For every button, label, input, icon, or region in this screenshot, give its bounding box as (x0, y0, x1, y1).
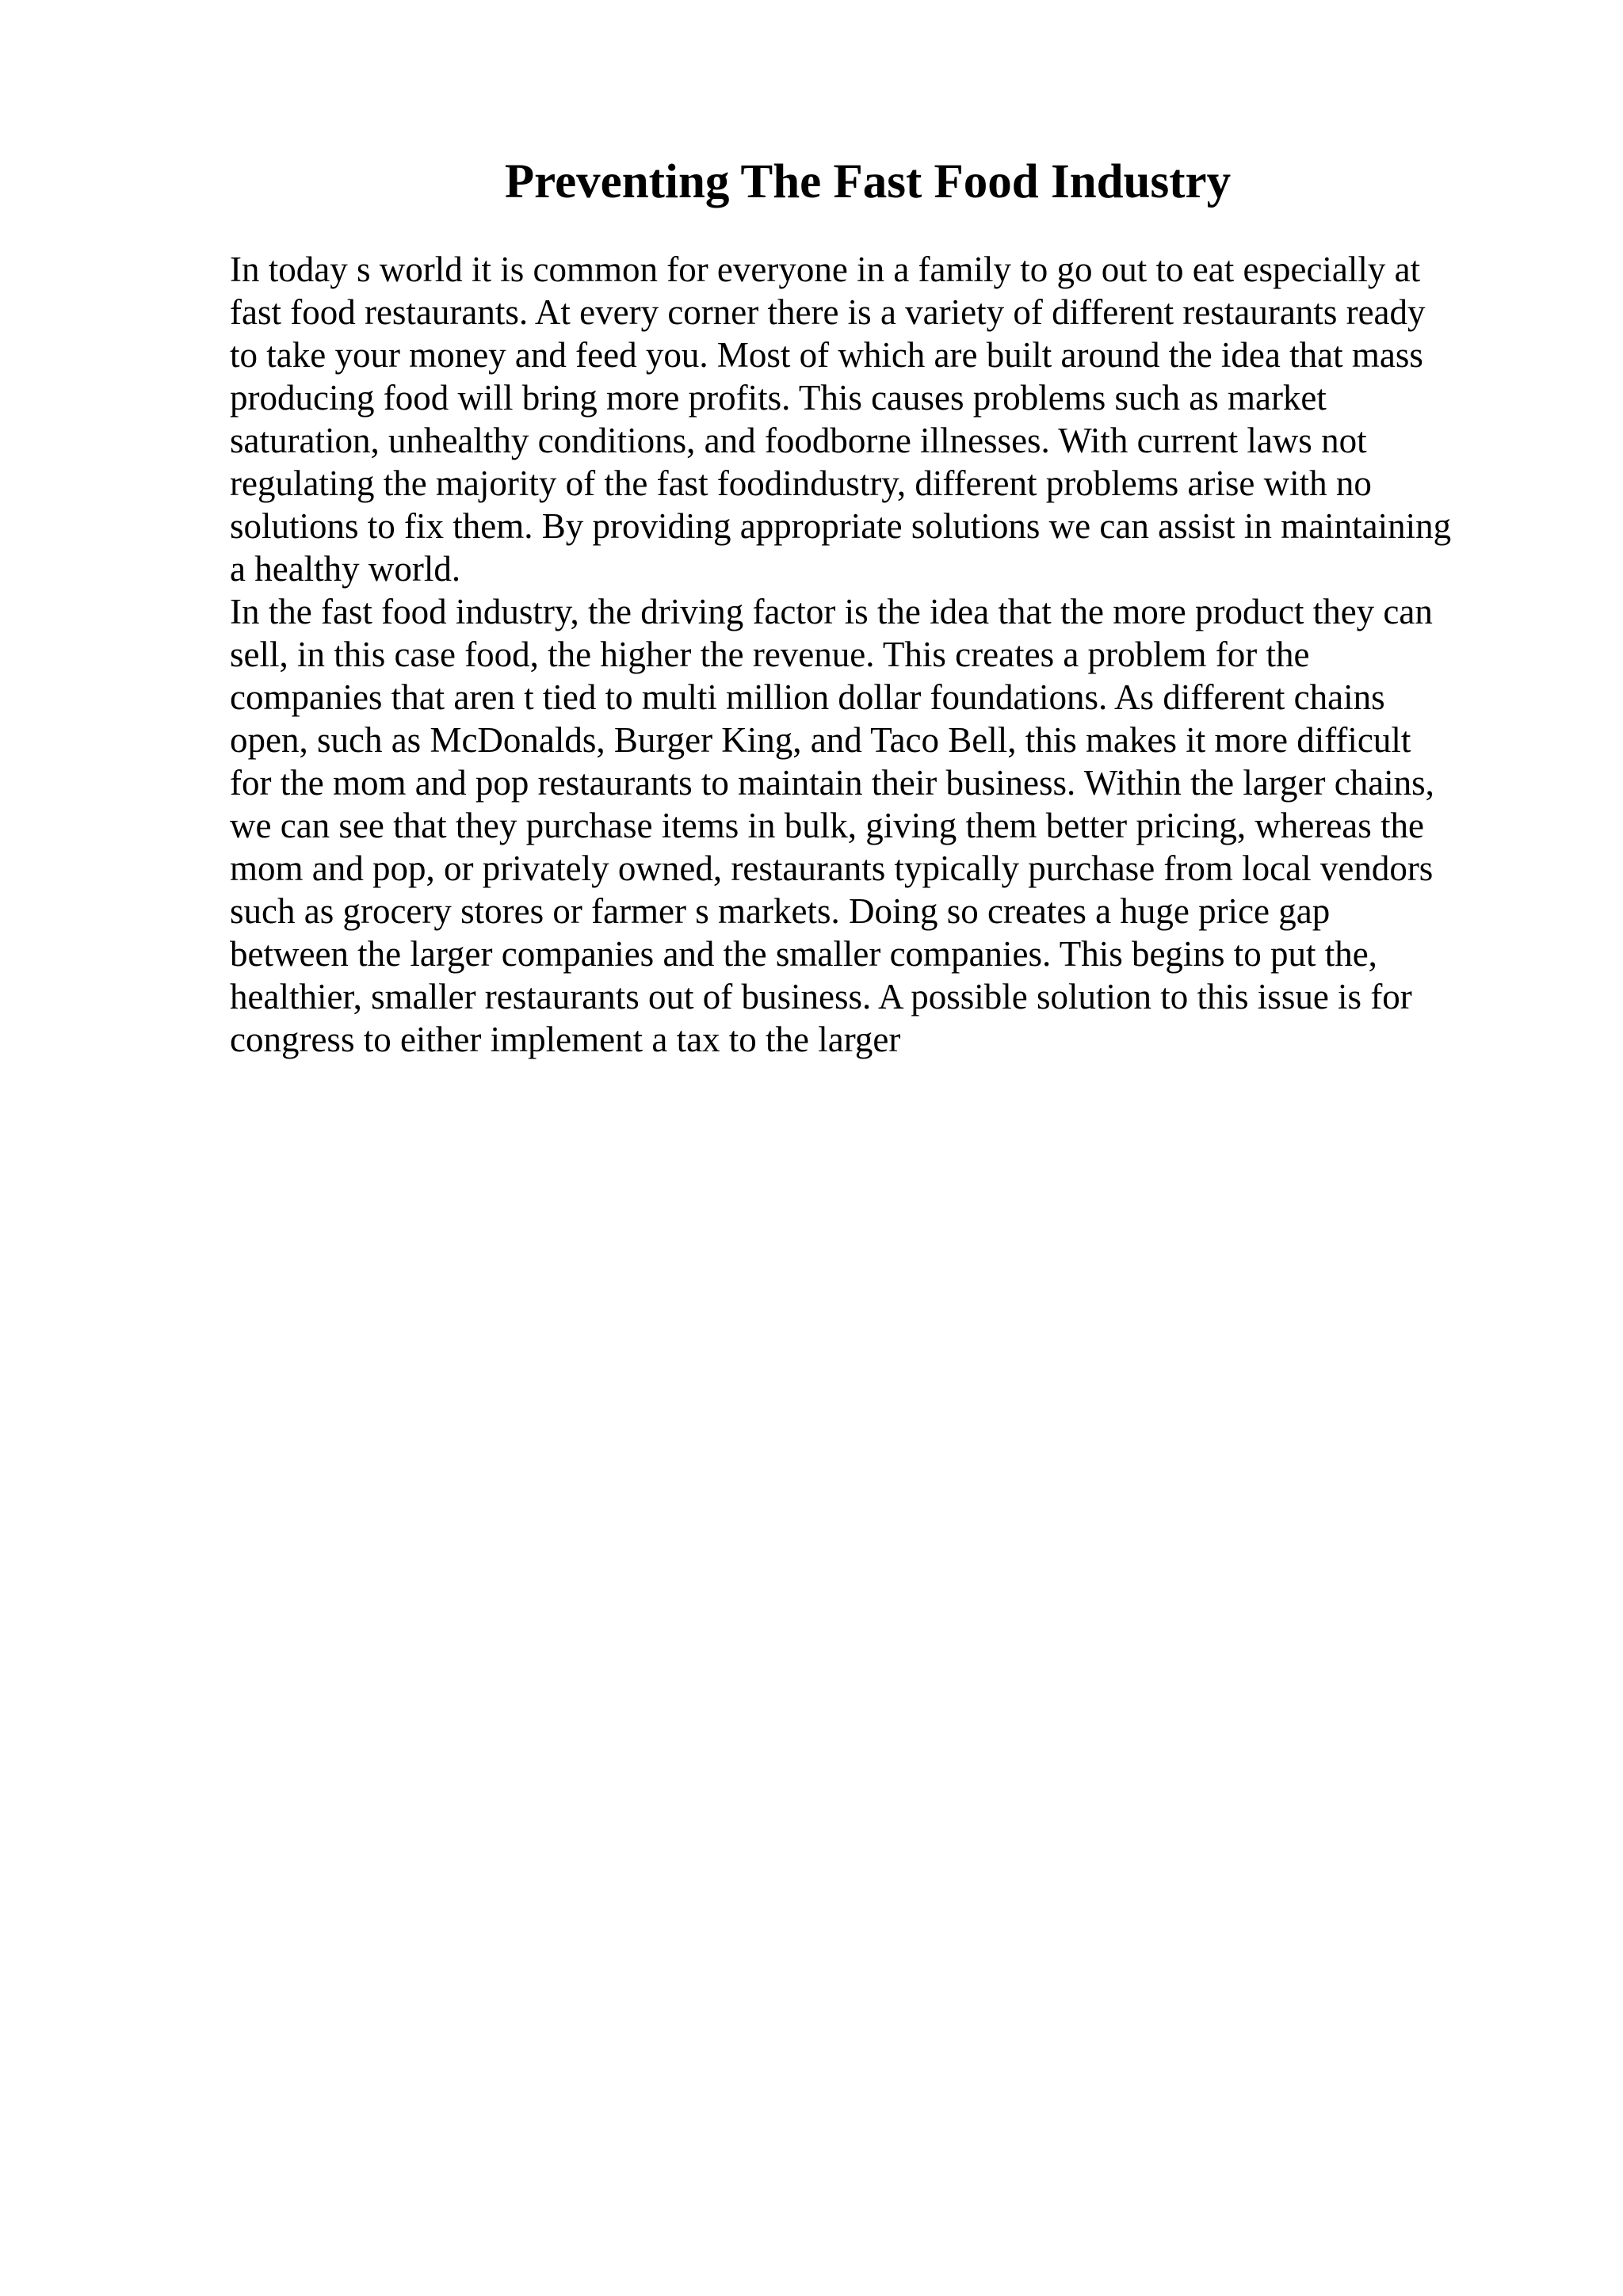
text-line: fast food restaurants. At every corner there is a variety of different restaurants ready (230, 292, 1426, 332)
text-line: companies that aren t tied to multi million dollar foundations. As different chains (230, 677, 1385, 717)
paragraph-2 (230, 590, 1498, 1061)
text-line: to take your money and feed you. Most of which are built around the idea that mass (230, 335, 1423, 375)
text-line: saturation, unhealthy conditions, and foodborne illnesses. With current laws not (230, 421, 1367, 460)
text-line: regulating the majority of the fast foodindustry, different problems arise with no (230, 463, 1372, 503)
text-line: healthier, smaller restaurants out of business. A possible solution to this issue is for (230, 977, 1412, 1016)
text-line: a healthy world. (230, 549, 461, 589)
text-line: for the mom and pop restaurants to maintain their business. Within the larger chains, (230, 763, 1434, 803)
text-line: solutions to fix them. By providing appropriate solutions we can assist in maintaining (230, 506, 1452, 546)
text-line: producing food will bring more profits. This causes problems such as market (230, 378, 1327, 418)
text-line: In the fast food industry, the driving factor is the idea that the more product they can (230, 592, 1433, 631)
text-line: sell, in this case food, the higher the revenue. This creates a problem for the (230, 635, 1310, 674)
text-line: congress to either implement a tax to the larger (230, 1020, 901, 1059)
text-line: such as grocery stores or farmer s markets. Doing so creates a huge price gap (230, 891, 1331, 931)
text-line: between the larger companies and the smaller companies. This begins to put the, (230, 934, 1377, 974)
text-line: we can see that they purchase items in bulk, giving them better pricing, whereas the (230, 806, 1425, 845)
paragraph-1 (230, 248, 1498, 590)
document-body (230, 248, 1498, 1061)
text-line: In today s world it is common for everyone in a family to go out to eat especially at (230, 250, 1421, 289)
text-line: open, such as McDonalds, Burger King, and Taco Bell, this makes it more difficult (230, 720, 1411, 760)
page-title: Preventing The Fast Food Industry (504, 155, 1232, 208)
text-line: mom and pop, or privately owned, restaurants typically purchase from local vendors (230, 849, 1434, 888)
